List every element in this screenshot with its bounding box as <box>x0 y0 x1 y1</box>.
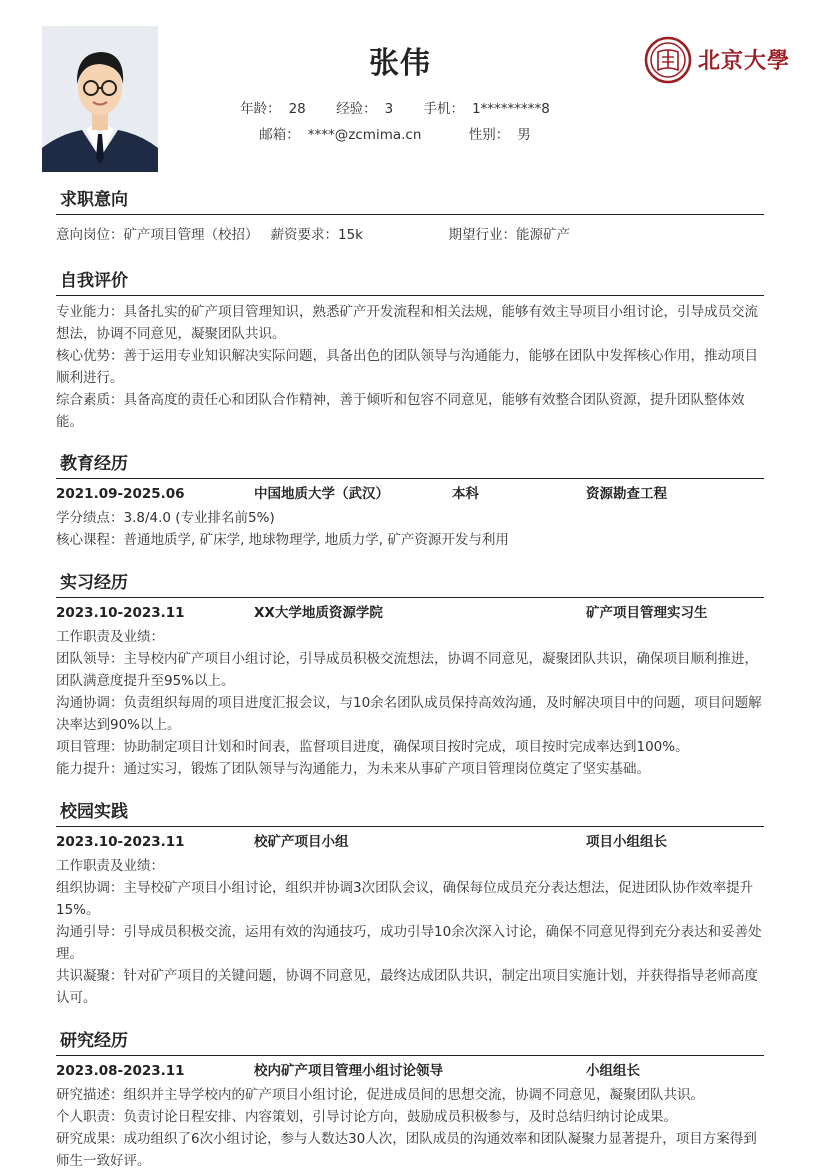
education-degree: 本科 <box>452 486 479 502</box>
email-label: 邮箱： <box>259 127 300 143</box>
research-title: 研究经历 <box>56 1029 764 1056</box>
email-value: ****@zcmima.cn <box>307 127 422 143</box>
campus-header-row <box>56 831 764 853</box>
phone-value: 1*********8 <box>471 101 550 117</box>
education-date: 2021.09-2025.06 <box>56 486 185 502</box>
experience-value: 3 <box>384 101 394 117</box>
campus-line: 工作职责及业绩： <box>56 858 164 874</box>
education-major: 资源勘查工程 <box>586 486 667 502</box>
salary-requirement: 薪资要求：15k <box>270 227 363 243</box>
campus-line: 沟通引导：引导成员积极交流，运用有效的沟通技巧，成功引导10余次深入讨论，确保不同意见得到充分表达和妥善处理。 <box>56 924 762 962</box>
research-details <box>56 1084 764 1172</box>
internship-line: 沟通协调：负责组织每周的项目进度汇报会议，与10余名团队成员保持高效沟通，及时解决项目中的问题，项目问题解决率达到90%以上。 <box>56 695 762 733</box>
research-date: 2023.08-2023.11 <box>56 1063 185 1079</box>
campus-org: 校矿产项目小组 <box>254 834 349 850</box>
age-info <box>240 97 306 117</box>
campus-line: 组织协调：主导校矿产项目小组讨论，组织并协调3次团队会议，确保每位成员充分表达想法，促进团队协作效率提升15%。 <box>56 880 754 918</box>
research-role: 小组组长 <box>586 1063 640 1079</box>
self-evaluation-section <box>56 269 764 433</box>
research-line: 研究成果：成功组织了6次小组讨论，参与人数达30人次，团队成员的沟通效率和团队凝聚力显著提升，项目方案得到师生一致好评。 <box>56 1131 757 1169</box>
internship-date: 2023.10-2023.11 <box>56 605 185 621</box>
internship-section <box>56 571 764 780</box>
job-intent-section <box>56 188 764 246</box>
university-name: 北京大學 <box>698 48 791 74</box>
university-seal-icon <box>644 36 692 84</box>
campus-details <box>56 855 764 1009</box>
basic-info-row-1 <box>0 97 790 117</box>
education-title: 教育经历 <box>56 452 764 479</box>
self-evaluation-paragraph: 综合素质：具备高度的责任心和团队合作精神，善于倾听和包容不同意见，能够有效整合团队资源，提升团队整体效能。 <box>56 392 745 430</box>
internship-title: 实习经历 <box>56 571 764 598</box>
self-evaluation-paragraph: 专业能力：具备扎实的矿产项目管理知识，熟悉矿产开发流程和相关法规，能够有效主导项目小组讨论，引导成员交流想法，协调不同意见，凝聚团队共识。 <box>56 304 758 342</box>
campus-date: 2023.10-2023.11 <box>56 834 185 850</box>
job-intent-title: 求职意向 <box>56 188 764 215</box>
internship-line: 团队领导：主导校内矿产项目小组讨论，引导成员积极交流想法，协调不同意见，凝聚团队共识，确保项目顺利推进，团队满意度提升至95%以上。 <box>56 651 758 689</box>
education-details <box>56 507 764 551</box>
education-section <box>56 452 764 551</box>
age-label: 年龄： <box>240 101 281 117</box>
research-line: 研究描述：组织并主导学校内的矿产项目小组讨论，促进成员间的思想交流，协调不同意见，凝聚团队共识。 <box>56 1087 704 1103</box>
basic-info-row-2 <box>0 123 790 143</box>
experience-label: 经验： <box>336 101 377 117</box>
campus-practice-section <box>56 800 764 1009</box>
age-value: 28 <box>288 101 306 117</box>
internship-line: 项目管理：协助制定项目计划和时间表，监督项目进度，确保项目按时完成，项目按时完成率达到100%。 <box>56 739 689 755</box>
email-info <box>259 123 421 143</box>
experience-info <box>336 97 393 117</box>
education-school: 中国地质大学（武汉） <box>254 486 389 502</box>
expected-industry: 期望行业：能源矿产 <box>448 227 570 243</box>
internship-details <box>56 626 764 780</box>
internship-line: 能力提升：通过实习，锻炼了团队领导与沟通能力，为未来从事矿产项目管理岗位奠定了坚实基础。 <box>56 761 650 777</box>
gender-label: 性别： <box>468 127 510 143</box>
intended-position: 意向岗位：矿产项目管理（校招） <box>56 227 259 243</box>
self-evaluation-paragraph: 核心优势：善于运用专业知识解决实际问题，具备出色的团队领导与沟通能力，能够在团队中发挥核心作用，推动项目顺利进行。 <box>56 348 758 386</box>
research-line: 个人职责：负责讨论日程安排、内容策划，引导讨论方向，鼓励成员积极参与，及时总结归纳讨论成果。 <box>56 1109 677 1125</box>
research-header-row <box>56 1060 764 1082</box>
gender-value: 男 <box>517 127 531 143</box>
internship-org: XX大学地质资源学院 <box>254 605 383 621</box>
research-section <box>56 1029 764 1172</box>
campus-line: 共识凝聚：针对矿产项目的关键问题，协调不同意见，最终达成团队共识，制定出项目实施计划，并获得指导老师高度认可。 <box>56 968 758 1006</box>
candidate-name: 张伟 <box>369 46 431 81</box>
self-evaluation-body <box>56 301 764 433</box>
campus-practice-title: 校园实践 <box>56 800 764 827</box>
education-line: 学分绩点：3.8/4.0 (专业排名前5%) <box>56 510 275 526</box>
research-org: 校内矿产项目管理小组讨论领导 <box>254 1063 443 1079</box>
phone-label: 手机： <box>423 101 464 117</box>
internship-line: 工作职责及业绩： <box>56 629 164 645</box>
campus-role: 项目小组组长 <box>586 834 667 850</box>
self-evaluation-title: 自我评价 <box>56 269 764 296</box>
job-intent-row <box>56 224 764 246</box>
education-line: 核心课程：普通地质学, 矿床学, 地球物理学, 地质力学, 矿产资源开发与利用 <box>56 532 509 548</box>
university-logo <box>644 36 794 84</box>
internship-role: 矿产项目管理实习生 <box>586 605 708 621</box>
education-header-row <box>56 483 764 505</box>
phone-info <box>423 97 549 117</box>
internship-header-row <box>56 602 764 624</box>
gender-info <box>469 123 531 143</box>
